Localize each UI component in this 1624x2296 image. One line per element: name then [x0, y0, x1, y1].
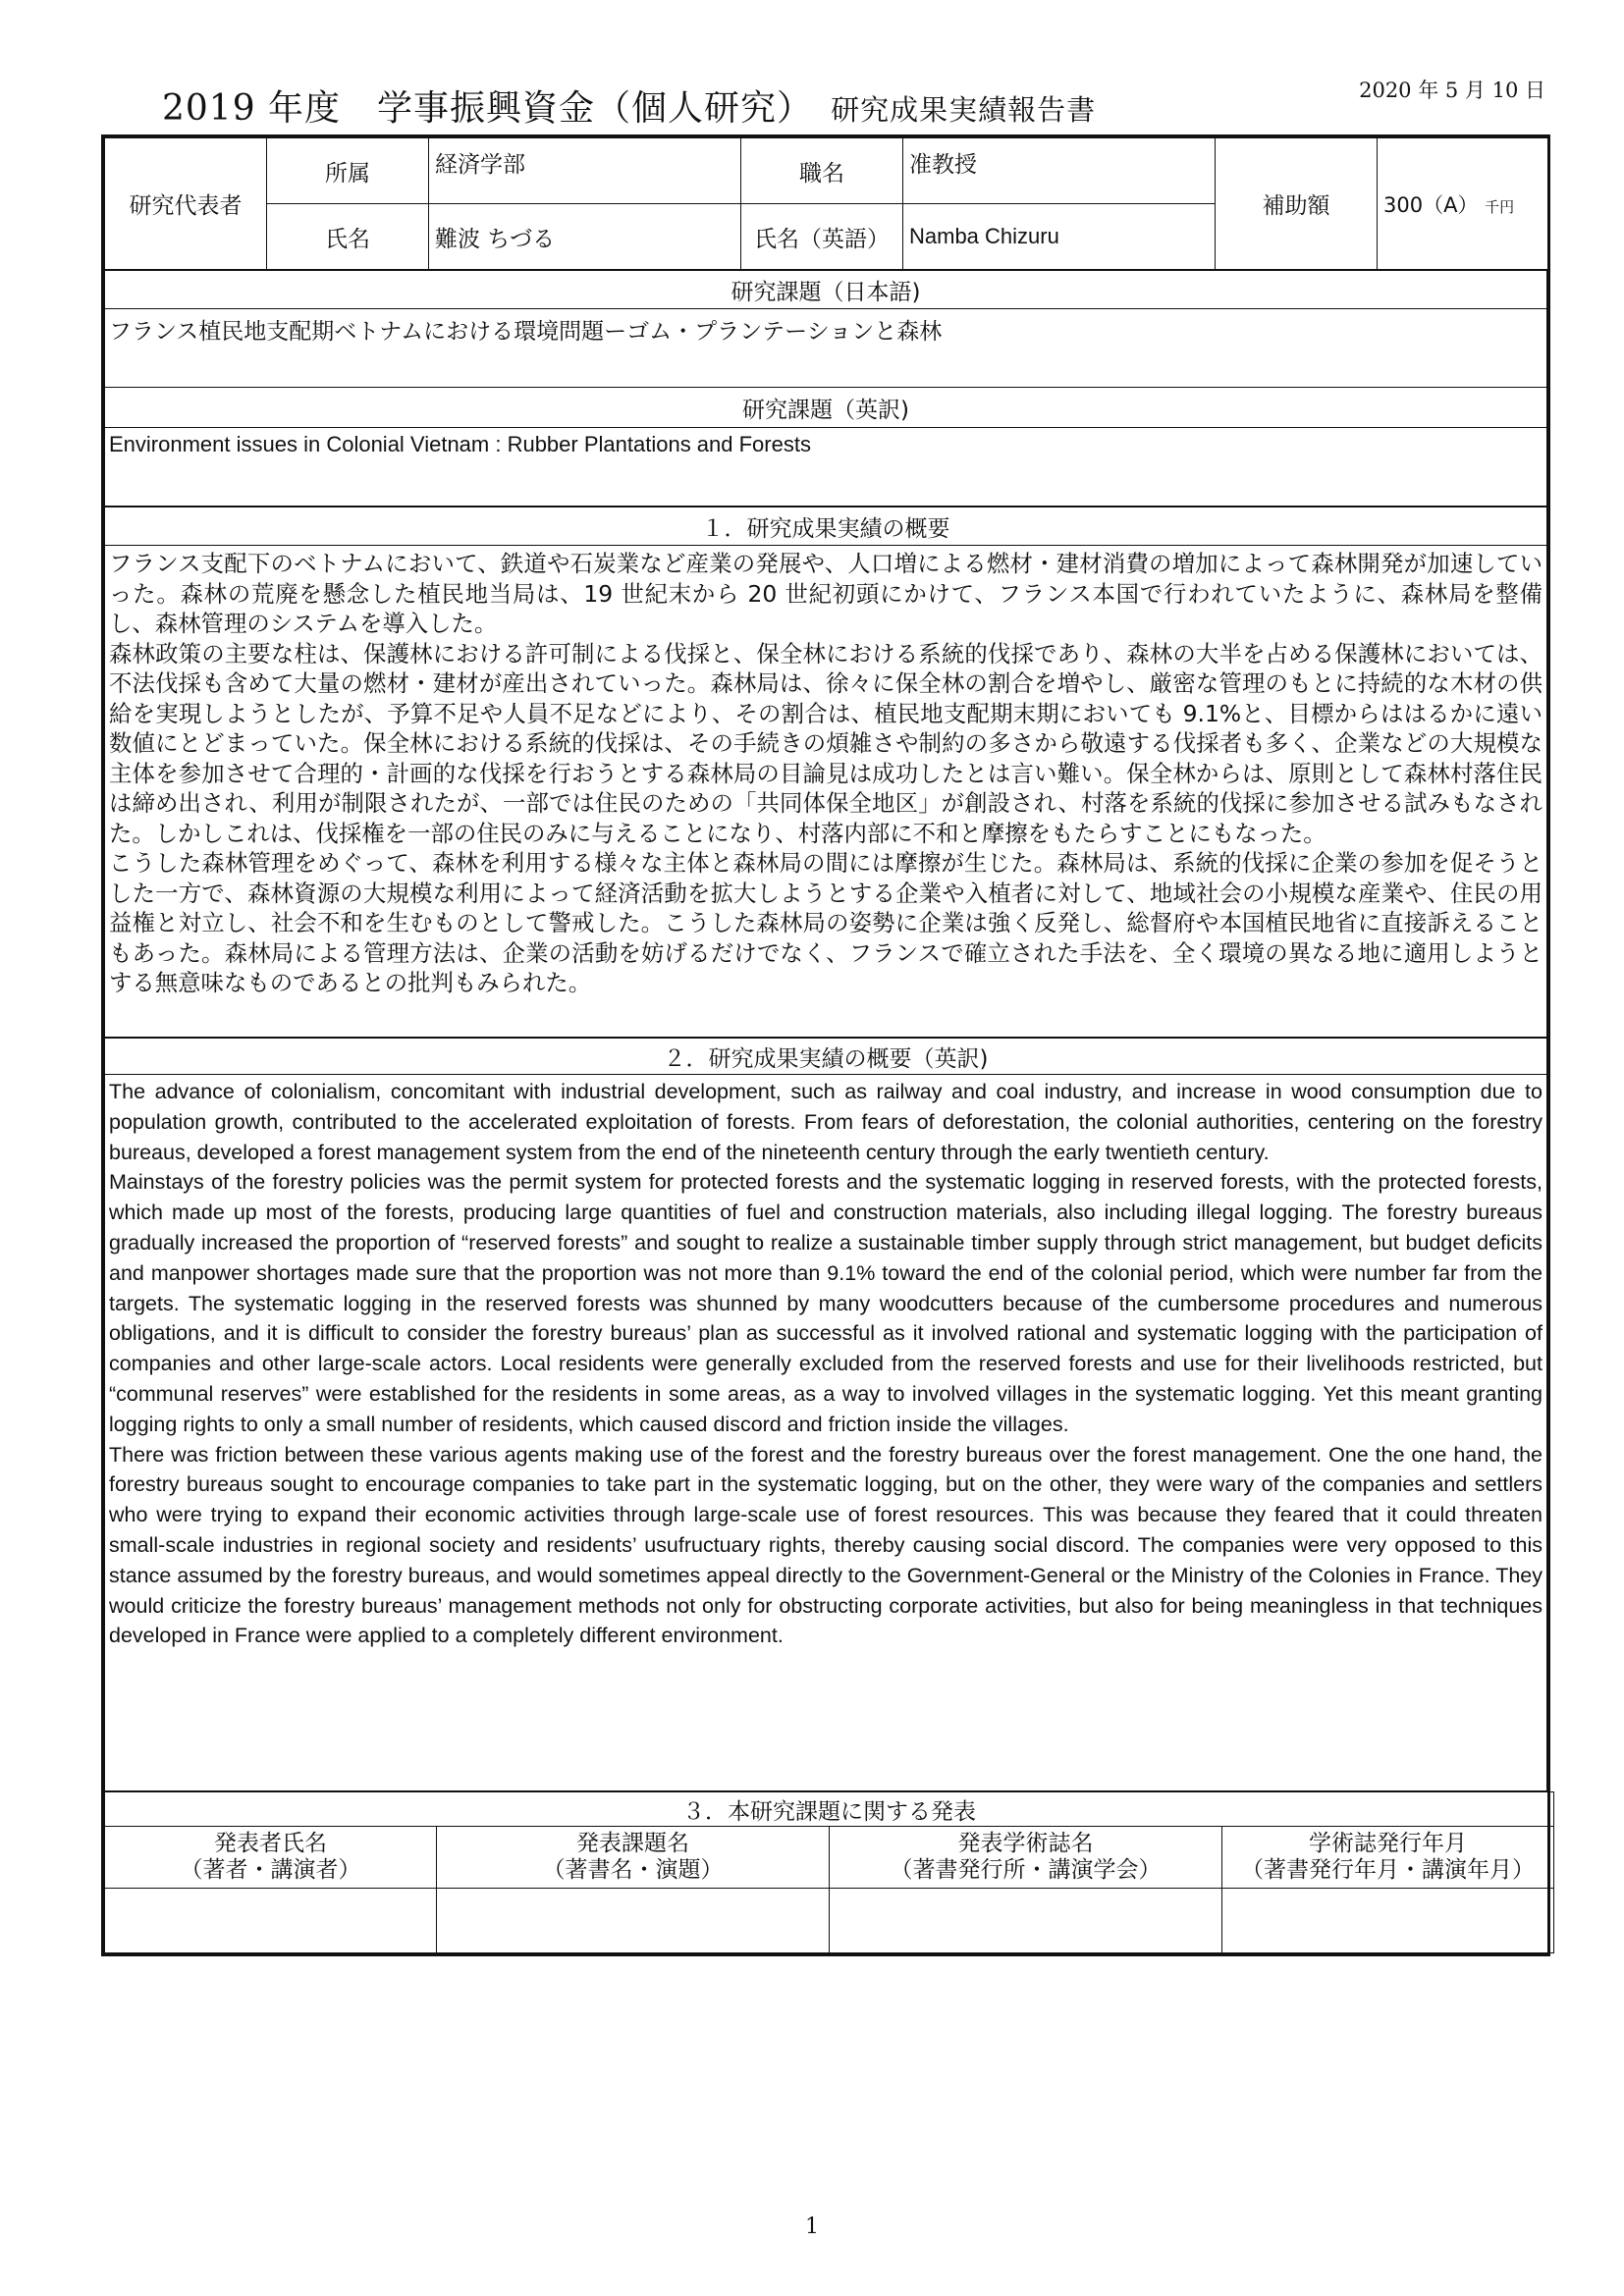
- summary-ja-paragraph: フランス支配下のベトナムにおいて、鉄道や石炭業など産業の発展や、人口増による燃材・建材消費の増加によって森林開発が加速していった。森林の荒廃を懸念した植民地当局は、19 世紀末から 20 世紀初頭にかけて、フランス本国で行われていたように、森林局を整備し、森林管理のシステムを導入した。: [109, 550, 1543, 637]
- report-date: 2020 年 5 月 10 日: [1359, 79, 1545, 102]
- publications-table: [104, 1791, 1554, 1953]
- publications-header: ３．本研究課題に関する発表: [105, 1792, 1554, 1827]
- position-label: 職名: [741, 138, 903, 204]
- summary-ja-table: [104, 507, 1547, 1038]
- representative-label: 研究代表者: [105, 138, 267, 270]
- name-value: 難波 ちづる: [429, 204, 741, 270]
- pub-cell-empty: [830, 1889, 1222, 1953]
- summary-en-paragraph: The advance of colonialism, concomitant with industrial development, such as railway and coal industry, and increase in wood consumption due to population growth, contributed to the accelerated exploitation of forests. From fears of deforestation, the colonial authorities, centering on the forestry bureaus, developed a forest management system from the end of the nineteenth century through the early twentieth century.: [109, 1080, 1543, 1164]
- summary-en-table: [104, 1038, 1547, 1791]
- topic-ja-text: フランス植民地支配期ベトナムにおける環境問題ーゴム・プランテーションと森林: [105, 309, 1547, 388]
- title-subtitle: 研究成果実績報告書: [831, 93, 1097, 127]
- grant-value: 300（A）: [1383, 192, 1479, 217]
- report-form: [101, 134, 1550, 1956]
- pub-cell-empty: [1222, 1889, 1554, 1953]
- pub-col-date-sub: （著書発行年月・講演年月）: [1241, 1857, 1535, 1883]
- summary-ja-paragraph: こうした森林管理をめぐって、森林を利用する様々な主体と森林局の間には摩擦が生じた。森林局は、系統的伐採に企業の参加を促そうとした一方で、森林資源の大規模な利用によって経済活動を拡大しようとする企業や入植者に対して、地域社会の小規模な産業や、住民の用益権と対立し、社会不和を生むものとして警戒した。こうした森林局の姿勢に企業は強く反発し、総督府や本国植民地省に直接訴えることもあった。森林局による管理方法は、企業の活動を妨げるだけでなく、フランスで確立された手法を、全く環境の異なる地に適用しようとする無意味なものであるとの批判もみられた。: [109, 849, 1543, 996]
- affiliation-label: 所属: [267, 138, 429, 204]
- grant-unit: 千円: [1485, 197, 1515, 216]
- name-en-label: 氏名（英語）: [741, 204, 903, 270]
- topic-en-header: 研究課題（英訳): [105, 388, 1547, 428]
- topic-ja-header: 研究課題（日本語): [105, 271, 1547, 309]
- pub-cell-empty: [437, 1889, 830, 1953]
- pub-col-date-title: 学術誌発行年月: [1309, 1831, 1467, 1856]
- report-title: [162, 80, 1096, 131]
- topic-table: [104, 270, 1547, 507]
- summary-ja-paragraph: 森林政策の主要な柱は、保護林における許可制による伐採と、保全林における系統的伐採であり、森林の大半を占める保護林においては、不法伐採も含めて大量の燃材・建材が産出されていった。森林局は、徐々に保全林の割合を増やし、厳密な管理のもとに持続的な木材の供給を実現しようとしたが、予算不足や人員不足などにより、その割合は、植民地支配期末期においても 9.1%と、目標からははるかに遠い数値にとどまっていた。保全林における系統的伐採は、その手続きの煩雑さや制約の多さから敬遠する伐採者も多く、企業などの大規模な主体を参加させて合理的・計画的な伐採を行おうとする森林局の目論見は成功したとは言い難い。保全林からは、原則として森林村落住民は締め出され、利用が制限されたが、一部では住民のための「共同体保全地区」が創設され、村落を系統的伐採に参加させる試みもなされた。しかしこれは、伐採権を一部の住民のみに与えることになり、村落内部に不和と摩擦をもたらすことにもなった。: [109, 639, 1543, 847]
- summary-en-header: ２．研究成果実績の概要（英訳): [105, 1039, 1547, 1075]
- name-label: 氏名: [267, 204, 429, 270]
- grant-label: 補助額: [1216, 138, 1378, 270]
- pub-col-title-sub: （著書名・演題）: [542, 1857, 724, 1883]
- summary-en-body: [105, 1075, 1547, 1791]
- name-en-value: Namba Chizuru: [903, 204, 1216, 270]
- pub-col-author-sub: （著者・講演者）: [180, 1857, 361, 1883]
- position-value: 准教授: [903, 138, 1216, 204]
- pub-col-journal: [830, 1827, 1222, 1889]
- pub-col-title: [437, 1827, 830, 1889]
- pub-col-date: [1222, 1827, 1554, 1889]
- page-number: 1: [805, 2215, 819, 2239]
- pub-col-journal-title: 発表学術誌名: [957, 1831, 1094, 1856]
- summary-en-paragraph: There was friction between these various agents making use of the forest and the forestry bureaus over the forest management. One the one hand, the forestry bureaus sought to encourage companies to take part in the systematic logging, but on the other, they were wary of the companies and settlers who were trying to expand their economic activities through large-scale use of forest resources. This was because they feared that it could threaten small-scale industries in regional society and residents’ usufructuary rights, thereby causing social discord. The companies were very opposed to this stance assumed by the forestry bureaus, and would sometimes appeal directly to the Government-General or the Ministry of the Colonies in France. They would criticize the forestry bureaus’ management methods not only for obstructing corporate activities, but also for being meaningless in that techniques developed in France were applied to a completely different environment.: [109, 1442, 1543, 1648]
- topic-en-text: Environment issues in Colonial Vietnam : Rubber Plantations and Forests: [105, 428, 1547, 507]
- grant-amount: [1378, 138, 1548, 270]
- affiliation-value: 経済学部: [429, 138, 741, 204]
- title-main: 2019 年度 学事振興資金（個人研究）: [162, 88, 814, 129]
- pub-col-author: [105, 1827, 437, 1889]
- summary-ja-header: １．研究成果実績の概要: [105, 507, 1547, 546]
- summary-en-paragraph: Mainstays of the forestry policies was the permit system for protected forests and the systematic logging in reserved forests, with the protected forests, which made up most of the forests, producing large quantities of fuel and construction materials, also including illegal logging. The forestry bureaus gradually increased the proportion of “reserved forests” and sought to realize a sustainable timber supply through strict management, but budget deficits and manpower shortages made sure that the proportion was not more than 9.1% toward the end of the colonial period, which were number far from the targets. The systematic logging in the reserved forests was shunned by many woodcutters because of the cumbersome procedures and numerous obligations, and it is difficult to consider the forestry bureaus’ plan as successful as it involved rational and systematic logging with the participation of companies and other large-scale actors. Local residents were generally excluded from the reserved forests and use for their livelihoods restricted, but “communal reserves” were established for the residents in some areas, as a way to involved villages in the systematic logging. Yet this meant granting logging rights to only a small number of residents, which caused discord and friction inside the villages.: [109, 1170, 1543, 1436]
- pub-col-title-title: 発表課題名: [576, 1831, 689, 1856]
- pub-col-journal-sub: （著書発行所・講演学会）: [890, 1857, 1162, 1883]
- pub-col-author-title: 発表者氏名: [214, 1831, 327, 1856]
- pub-cell-empty: [105, 1889, 437, 1953]
- summary-ja-body: [105, 546, 1547, 1038]
- info-table: [104, 137, 1548, 270]
